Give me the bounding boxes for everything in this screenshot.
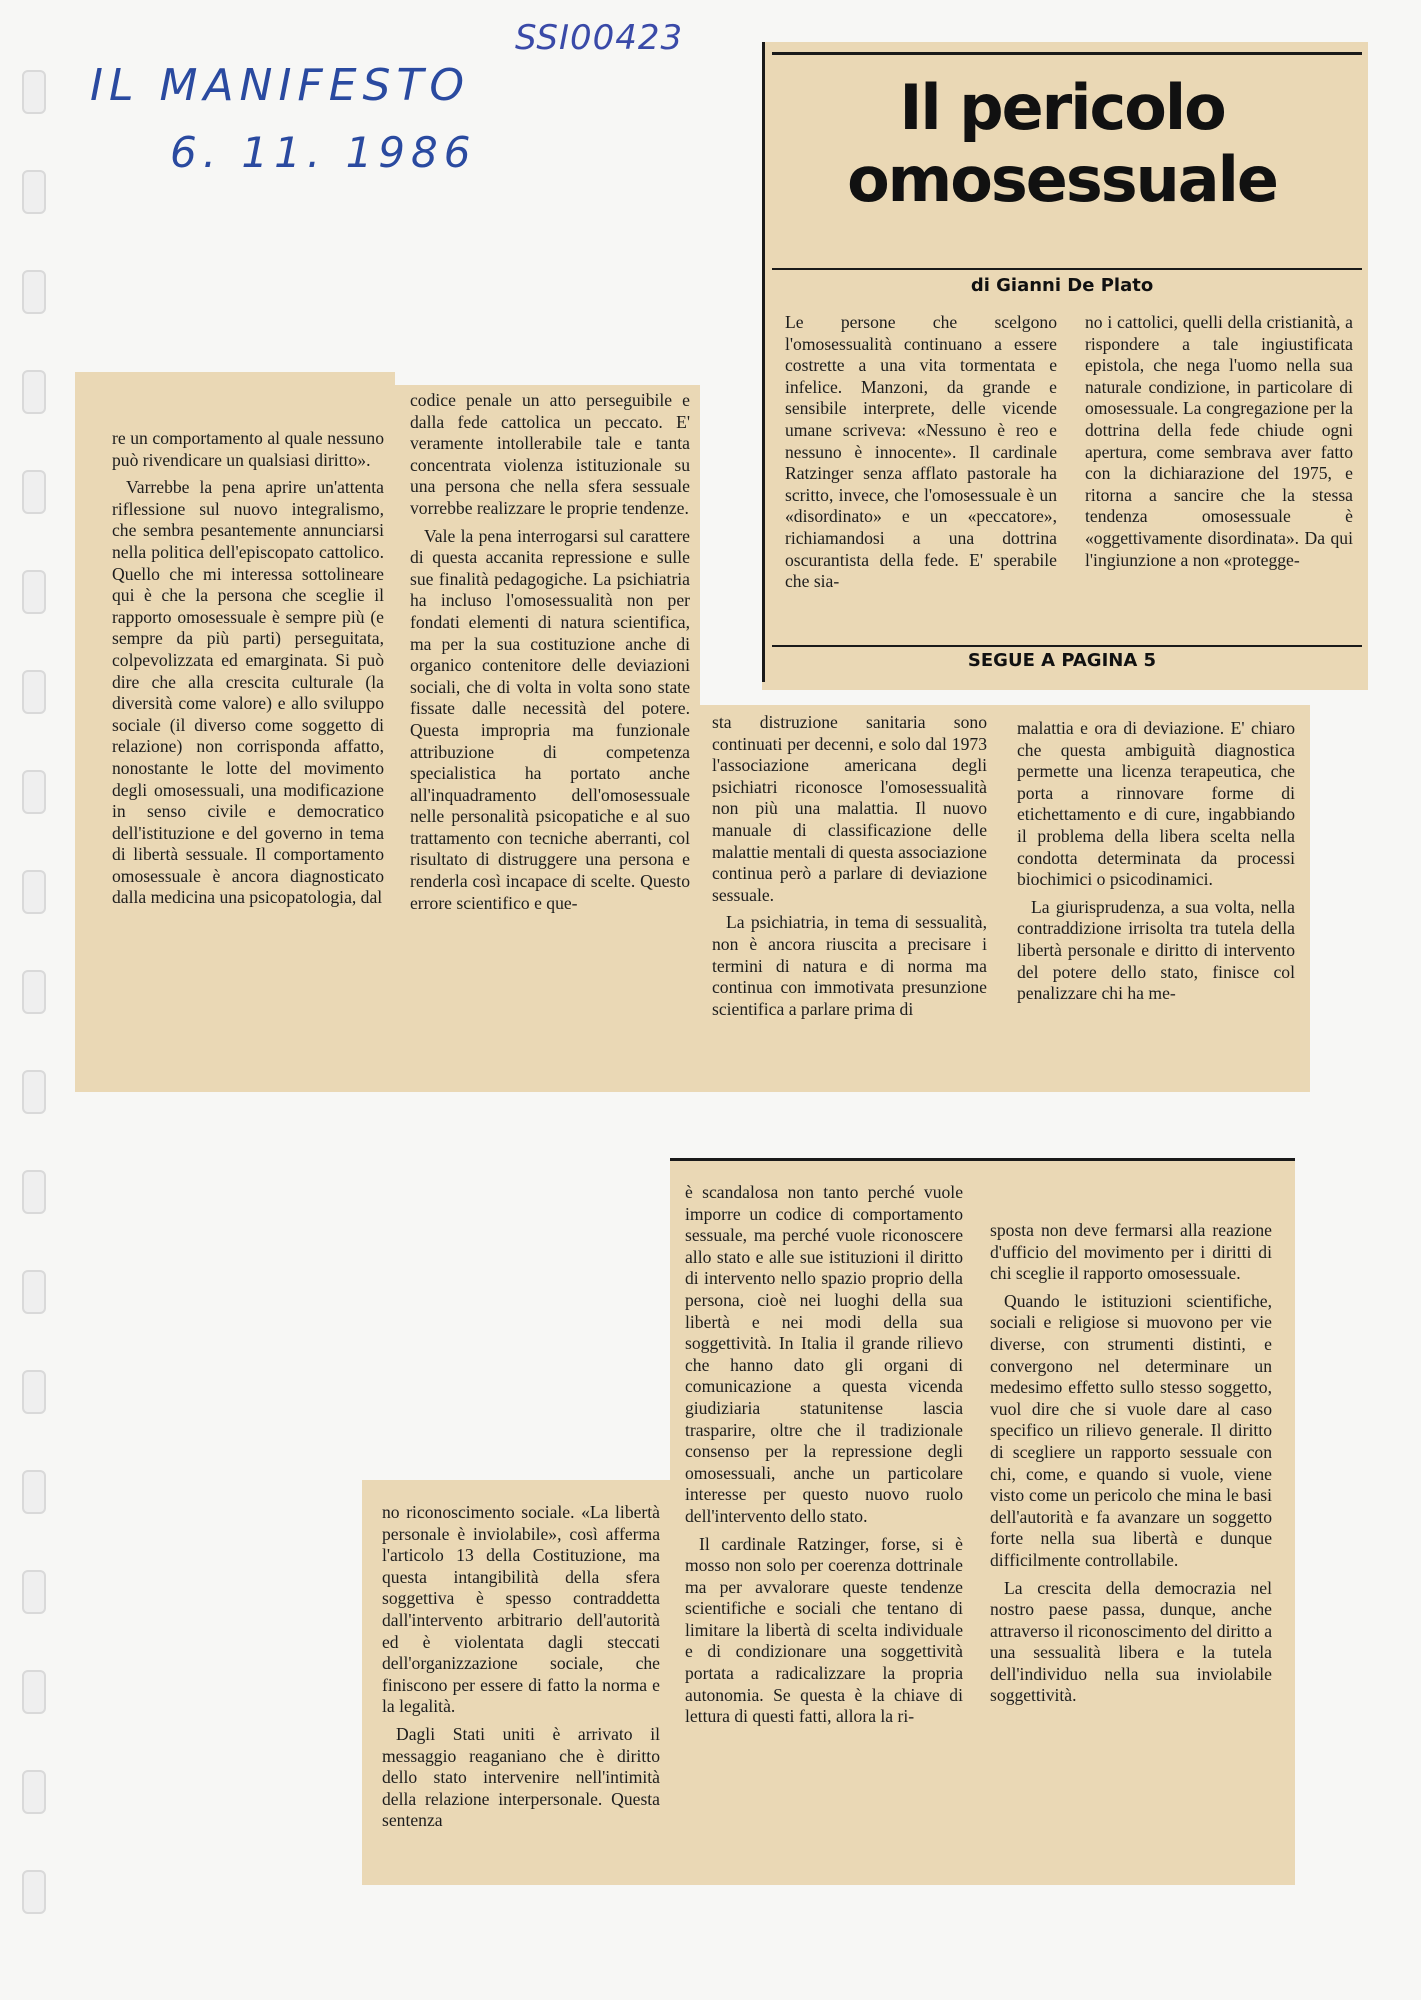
paragraph: è scandalosa non tanto perché vuole imporre un codice di comportamento sessuale, ma perché vuole riconoscere allo stato e alle sue istituzioni il diritto di intervento nello spazio proprio della persona, cioè nei luoghi della sua libertà e nei modi della sua soggettività. In Italia il grande rilievo che hanno dato gli organi di comunicazione a questa vicenda giudiziaria statunitense lascia trasparire, oltre che il tradizionale consenso per la repressione degli omosessuali, anche un particolare interesse per questo nuovo ruolo dell'intervento dello stato.	[685, 1182, 963, 1526]
binder-hole	[22, 370, 46, 414]
article-column	[112, 428, 384, 915]
title-line: omosessuale	[847, 143, 1277, 216]
title-line: Il pericolo	[899, 71, 1225, 144]
binder-hole	[22, 1670, 46, 1714]
binder-hole	[22, 1770, 46, 1814]
binder-hole	[22, 470, 46, 514]
paragraph: La psichiatria, in tema di sessualità, non è ancora riuscita a precisare i termini di natura e di norma ma continua con immotivata presunzione scientifica a parlare prima di	[712, 912, 987, 1019]
binder-hole	[22, 970, 46, 1014]
paragraph: sposta non deve fermarsi alla reazione d'ufficio del movimento per i diritti di chi sceglie il rapporto omosessuale.	[990, 1220, 1272, 1284]
article-title	[772, 72, 1352, 216]
article-column	[685, 1182, 963, 1734]
binder-hole	[22, 1170, 46, 1214]
article-column	[785, 312, 1057, 599]
article-column	[1017, 718, 1295, 1011]
binder-hole	[22, 1570, 46, 1614]
binder-hole	[22, 1470, 46, 1514]
binder-hole	[22, 1070, 46, 1114]
paragraph: sta distruzione sanitaria sono continuati per decenni, e solo dal 1973 l'associazione americana degli psichiatri riconosce l'omosessualità non più una malattia. Il nuovo manuale di classificazione delle malattie mentali di questa associazione continua però a parlare di deviazione sessuale.	[712, 712, 987, 905]
byline-rule	[772, 268, 1362, 270]
paragraph: Dagli Stati uniti è arrivato il messaggio reaganiano che è diritto dello stato intervenire nell'intimità della relazione interpersonale. Questa sentenza	[382, 1723, 660, 1831]
binder-hole	[22, 770, 46, 814]
binder-hole	[22, 170, 46, 214]
paragraph: Vale la pena interrogarsi sul carattere di questa accanita repressione e sulle sue finalità pedagogiche. La psichiatria ha incluso l'omosessualità non per fondati elementi di natura scientifica, ma per la sua costituzione anche di organico contenitore delle deviazioni sociali, che di volta in volta sono state fissate dalle necessità del potere. Questa impropria ma funzionale attribuzione di competenza specialistica ha portato anche all'inquadramento dell'omosessuale nelle personalità psicopatiche e al suo trattamento con tecniche aberranti, col risultato di distruggere una persona e renderla così incapace di scelte. Questo errore scientifico e que-	[410, 525, 690, 913]
binder-hole	[22, 270, 46, 314]
paragraph: re un comportamento al quale nessuno può rivendicare un qualsiasi diritto».	[112, 428, 384, 470]
newspaper-name: IL MANIFESTO	[90, 60, 470, 111]
article-column	[990, 1220, 1272, 1713]
article-column	[712, 712, 987, 1026]
binder-hole	[22, 570, 46, 614]
binder-hole	[22, 1870, 46, 1914]
article-column	[382, 1502, 660, 1838]
paragraph: Il cardinale Ratzinger, forse, si è mosso non solo per coerenza dottrinale ma per avvalorare queste tendenze scientifiche e sociali che tentano di limitare la libertà di scelta individuale e di condizionare una soggettività portata a radicalizzare la propria autonomia. Se questa è la chiave di lettura di questi fatti, allora la ri-	[685, 1533, 963, 1727]
paragraph: Le persone che scelgono l'omosessualità continuano a essere costrette a una vita tormentata e infelice. Manzoni, da grande e sensibile interprete, delle vicende umane scriveva: «Nessuno è reo e nessuno è innocente». Il cardinale Ratzinger senza afflato pastorale ha scritto, invece, che l'omosessuale è un «disordinato» e un «peccatore», richiamandosi a una dottrina oscurantista della fede. E' sperabile che sia-	[785, 312, 1057, 592]
binder-hole	[22, 1370, 46, 1414]
archive-reference: SSI00423	[515, 18, 684, 58]
paragraph: codice penale un atto perseguibile e dalla fede cattolica un peccato. E' veramente intollerabile tale e tanta concentrata violenza istituzionale su una persona che nella sfera sessuale vorrebbe realizzare le proprie tendenze.	[410, 390, 690, 518]
binder-holes	[22, 60, 52, 1960]
top-rule	[772, 52, 1362, 55]
side-rule	[762, 42, 765, 682]
binder-hole	[22, 70, 46, 114]
binder-hole	[22, 670, 46, 714]
lower-top-rule	[670, 1158, 1295, 1161]
paragraph: malattia e ora di deviazione. E' chiaro che questa ambiguità diagnostica permette una licenza terapeutica, che porta a rinnovare forme di etichettamento e di cure, ingabbiando il problema della libera scelta nella condotta determinata da processi biochimici o psicodinamici.	[1017, 718, 1295, 890]
paragraph: La giurisprudenza, a sua volta, nella contraddizione irrisolta tra tutela della libertà personale e diritto di intervento del potere dello stato, finisce col penalizzare chi ha me-	[1017, 896, 1295, 1004]
publication-date: 6. 11. 1986	[170, 128, 477, 177]
continuation-note: SEGUE A PAGINA 5	[967, 650, 1157, 671]
paragraph: no i cattolici, quelli della cristianità, a rispondere a tale ingiustificata epistola, che nega l'uomo nella sua naturale condizione, in particolare di omosessuale. La congregazione per la dottrina della fede chiude ogni apertura, come sembrava aver fatto con la dichiarazione del 1975, e ritorna a sancire che la stessa tendenza omosessuale è «oggettivamente disordinata». Da qui l'ingiunzione a non «protegge-	[1085, 312, 1353, 570]
paragraph: no riconoscimento sociale. «La libertà personale è inviolabile», così afferma l'articolo 13 della Costituzione, ma questa intangibilità della sfera soggettiva è spesso contraddetta dall'intervento arbitrario dell'autorità ed è violentata dagli steccati dell'organizzazione sociale, che finiscono per essere di fatto la norma e la legalità.	[382, 1502, 660, 1717]
article-column	[1085, 312, 1353, 577]
byline: di Gianni De Plato	[970, 275, 1154, 296]
binder-hole	[22, 870, 46, 914]
segue-rule	[772, 645, 1362, 647]
paragraph: La crescita della democrazia nel nostro paese passa, dunque, anche attraverso il riconoscimento del diritto a una sessualità libera e la tutela dell'individuo nella sua inviolabile soggettività.	[990, 1577, 1272, 1706]
paragraph: Varrebbe la pena aprire un'attenta riflessione sul nuovo integralismo, che sembra pesantemente annunciarsi nella politica dell'episcopato cattolico. Quello che mi interessa sottolineare qui è che la persona che sceglie il rapporto omosessuale è sempre più (e sempre da più parti) perseguitata, colpevolizzata ed emarginata. Si può dire che alla crescita culturale (la diversità come valore) e allo sviluppo sociale (il diverso come soggetto di relazione) non corrisponda affatto, nonostante le lotte del movimento degli omosessuali, una modificazione in senso civile e democratico dell'istituzione e del governo in tema di libertà sessuale. Il comportamento omosessuale è ancora diagnosticato dalla medicina una psicopatologia, dal	[112, 477, 384, 908]
binder-hole	[22, 1270, 46, 1314]
paragraph: Quando le istituzioni scientifiche, sociali e religiose si muovono per vie diverse, con strumenti distinti, e convergono nel determinare un medesimo effetto sullo stesso soggetto, vuol dire che si vuole dare al caso specifico un rilievo generale. Il diritto di scegliere un rapporto sessuale con chi, come, e quando si vuole, viene visto come un pericolo che mina le basi dell'autorità e fa avanzare un soggetto forte nella sua libertà e dunque difficilmente controllabile.	[990, 1290, 1272, 1570]
article-column	[410, 390, 690, 920]
